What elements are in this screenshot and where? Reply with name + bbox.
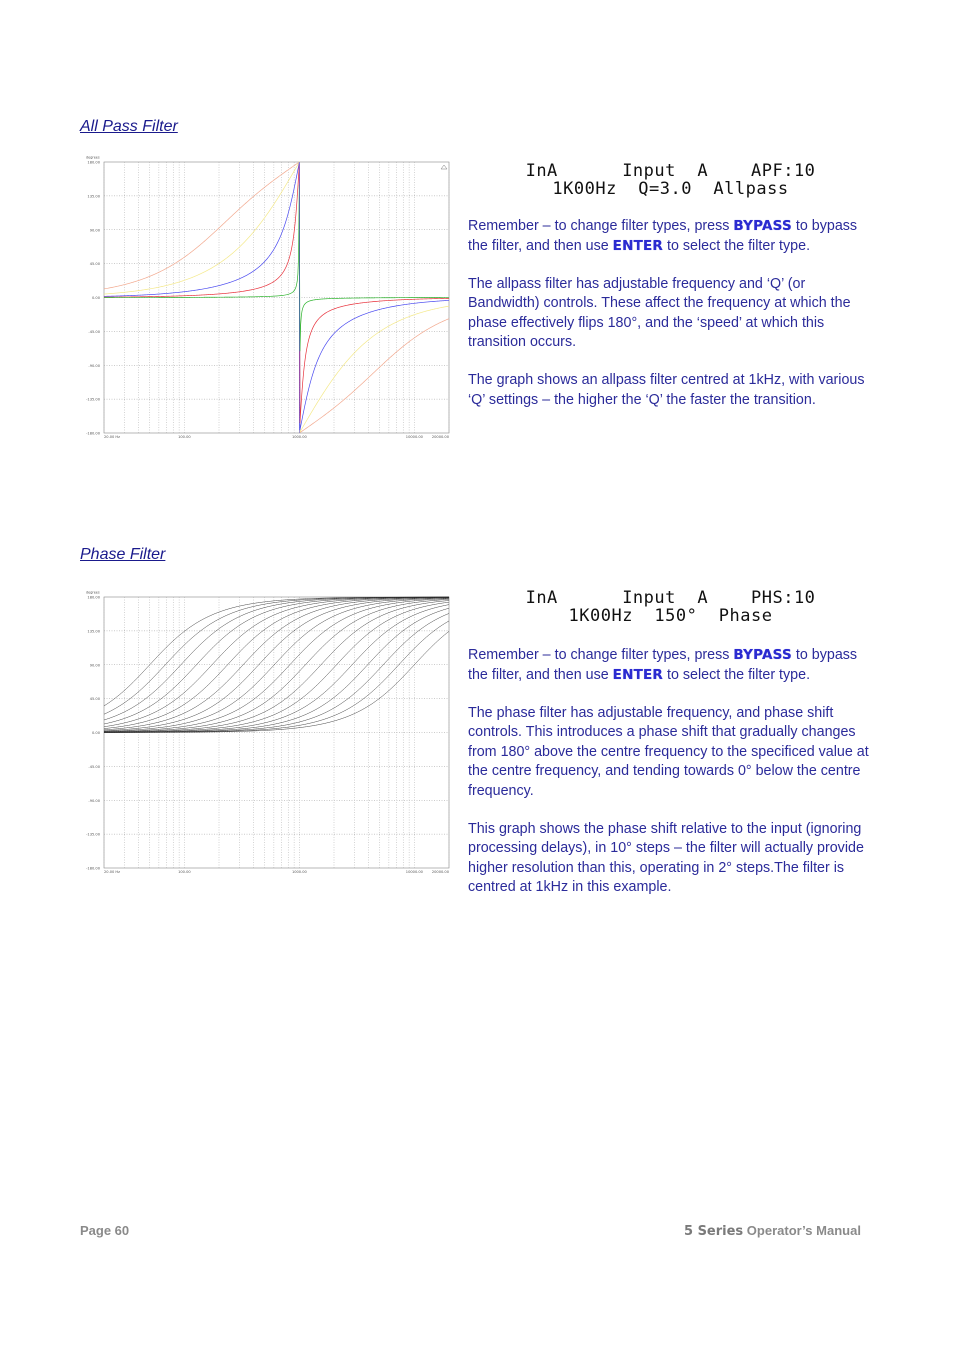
page-number: Page 60 bbox=[80, 1223, 130, 1238]
x-tick-label: 10000.00 bbox=[405, 870, 423, 874]
allpass-para-controls: The allpass filter has adjustable frequency and ‘Q’ (or Bandwidth) controls. These affect the frequency at which the phase effectively flips 180°, and the ‘speed’ at which this transition occurs. bbox=[468, 275, 851, 350]
phase-para1-mid: to bypass the filter, and then use bbox=[468, 647, 858, 683]
phase-para1-pre: Remember – to change filter types, press bbox=[468, 647, 734, 663]
footer-manual-title bbox=[684, 1223, 861, 1239]
y-tick-label: -90.00 bbox=[88, 798, 100, 803]
phase-section-title: Phase Filter bbox=[80, 546, 166, 563]
y-tick-label: -135.00 bbox=[86, 397, 100, 402]
y-tick-label: -180.00 bbox=[86, 431, 100, 436]
y-tick-label: 90.00 bbox=[89, 228, 100, 233]
y-tick-label: 0.00 bbox=[91, 731, 100, 735]
x-tick-label: 20.00 Hz bbox=[104, 870, 121, 874]
y-tick-label: -180.00 bbox=[86, 866, 100, 871]
y-tick-label: 45.00 bbox=[89, 697, 100, 702]
phase-para3-main: This graph shows the phase shift relative to the input (ignoring processing delays), in 10° steps – the filter will actually provide higher resolution than this, operating in 2° steps.The filter is bbox=[468, 820, 864, 876]
y-unit-label: degrees bbox=[86, 590, 100, 595]
y-tick-label: 135.00 bbox=[87, 629, 100, 634]
phase-filter-graph bbox=[80, 590, 450, 875]
y-tick-label: 45.00 bbox=[89, 262, 100, 267]
allpass-para-graph: The graph shows an allpass filter centred at 1kHz, with various ‘Q’ settings – the higher the ‘Q’ the faster the transition. bbox=[468, 372, 865, 408]
allpass-lcd-display bbox=[468, 162, 873, 198]
x-tick-label: 100.00 bbox=[178, 435, 191, 439]
enter-keyword: ENTER bbox=[612, 666, 664, 683]
y-tick-label: -135.00 bbox=[86, 832, 100, 837]
phase-para1-post: to select the filter type. bbox=[663, 666, 811, 683]
phase-para-graph bbox=[468, 820, 878, 898]
allpass-phase-graph bbox=[80, 155, 450, 440]
allpass-lcd-line2: 1K00Hz Q=3.0 Allpass bbox=[552, 179, 789, 199]
y-tick-label: -45.00 bbox=[88, 764, 100, 769]
bypass-keyword: BYPASS bbox=[733, 647, 792, 663]
y-tick-label: 0.00 bbox=[91, 296, 100, 300]
phase-para3-end: centred at 1kHz in this example. bbox=[468, 879, 672, 895]
y-tick-label: 180.00 bbox=[87, 160, 100, 165]
enter-keyword: ENTER bbox=[612, 237, 664, 254]
phase-para-remember bbox=[468, 646, 878, 685]
x-tick-label: 20.00 Hz bbox=[104, 435, 121, 439]
x-tick-label: 1000.00 bbox=[291, 435, 307, 439]
allpass-para1-post: to select the filter type. bbox=[663, 237, 811, 254]
manual-label: Operator’s Manual bbox=[743, 1223, 861, 1238]
allpass-lcd-line1: InA Input A APF:10 bbox=[525, 161, 816, 181]
allpass-para1-mid: to bypass the filter, and then use bbox=[468, 218, 858, 254]
y-tick-label: -90.00 bbox=[88, 363, 100, 368]
y-unit-label: degrees bbox=[86, 155, 100, 160]
phase-description bbox=[468, 646, 878, 916]
allpass-description bbox=[468, 217, 878, 429]
bypass-keyword: BYPASS bbox=[733, 218, 792, 234]
phase-lcd-line2: 1K00Hz 150° Phase bbox=[568, 606, 773, 626]
x-tick-label: 20000.00 bbox=[431, 435, 449, 439]
allpass-para-remember bbox=[468, 217, 878, 256]
allpass-para1-pre: Remember – to change filter types, press bbox=[468, 218, 734, 234]
x-tick-label: 100.00 bbox=[178, 870, 191, 874]
y-tick-label: -45.00 bbox=[88, 329, 100, 334]
allpass-graph-svg bbox=[80, 155, 450, 440]
phase-lcd-display bbox=[468, 589, 873, 625]
phase-para-controls: The phase filter has adjustable frequency, and phase shift controls. This introduces a phase shift that gradually changes from 180° above the centre frequency to the specificed value at the centre frequency, and tending towards 0° below the centre frequency. bbox=[468, 704, 869, 799]
allpass-section-title: All Pass Filter bbox=[80, 118, 178, 135]
series-brand: 5 Series bbox=[684, 1224, 744, 1239]
phase-lcd-line1: InA Input A PHS:10 bbox=[525, 588, 816, 608]
x-tick-label: 20000.00 bbox=[431, 870, 449, 874]
y-tick-label: 90.00 bbox=[89, 663, 100, 668]
y-tick-label: 180.00 bbox=[87, 595, 100, 600]
x-tick-label: 10000.00 bbox=[405, 435, 423, 439]
y-tick-label: 135.00 bbox=[87, 194, 100, 199]
x-tick-label: 1000.00 bbox=[291, 870, 307, 874]
phase-graph-svg bbox=[80, 590, 450, 875]
